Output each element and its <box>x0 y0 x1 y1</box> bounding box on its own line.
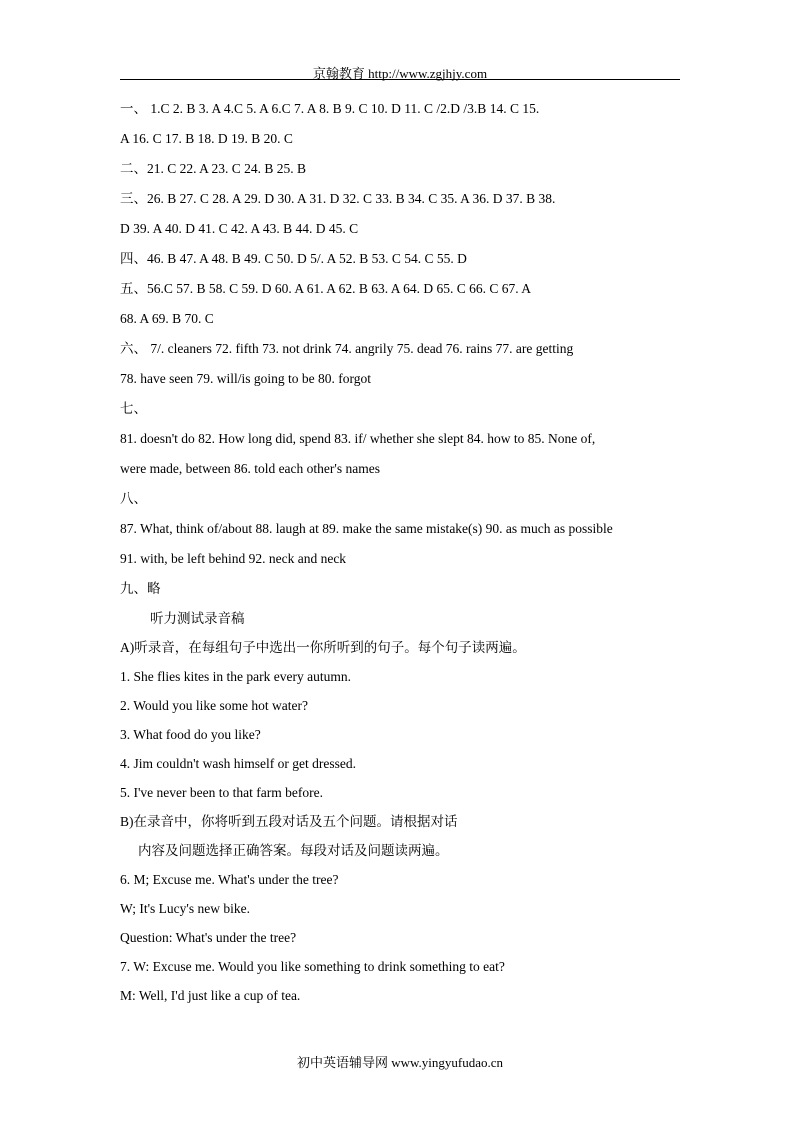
dialogue-line: M: Well, I'd just like a cup of tea. <box>120 988 301 1003</box>
script-title: 听力测试录音稿 <box>150 611 245 626</box>
header-rule <box>120 79 680 80</box>
answer-line: D 39. A 40. D 41. C 42. A 43. B 44. D 45. C <box>120 221 359 236</box>
page-footer: 初中英语辅导网 www.yingyufudao.cn <box>296 1055 504 1070</box>
part-a-instruction: A)听录音，在每组句子中选出一你所听到的句子。每个句子读两遍。 <box>120 640 526 655</box>
script-sentence: 5. I've never been to that farm before. <box>120 785 323 800</box>
answer-line: 91. with, be left behind 92. neck and neck <box>120 551 347 566</box>
answer-line: 五、56.C 57. B 58. C 59. D 60. A 61. A 62. B 63. A 64. D 65. C 66. C 67. A <box>120 281 532 296</box>
script-sentence: 4. Jim couldn't wash himself or get dressed. <box>120 756 357 771</box>
answer-line: 81. doesn't do 82. How long did, spend 83. if/ whether she slept 84. how to 85. None of, <box>120 431 596 446</box>
answer-line: 二、21. C 22. A 23. C 24. B 25. B <box>120 161 307 176</box>
page-header: 京翰教育 http://www.zgjhjy.com <box>312 66 488 81</box>
dialogue-line: W; It's Lucy's new bike. <box>120 901 250 916</box>
page-body <box>120 97 680 1013</box>
script-sentence: 1. She flies kites in the park every autumn. <box>120 669 351 684</box>
part-b-instruction: B)在录音中，你将听到五段对话及五个问题。请根据对话 <box>120 814 458 829</box>
dialogue-line: Question: What's under the tree? <box>120 930 297 945</box>
answer-line: A 16. C 17. B 18. D 19. B 20. C <box>120 131 293 146</box>
part-b-instruction-cont: 内容及问题选择正确答案。每段对话及问题读两遍。 <box>138 843 449 858</box>
dialogue-line: 7. W: Excuse me. Would you like something to drink something to eat? <box>120 959 505 974</box>
dialogue-line: 6. M; Excuse me. What's under the tree? <box>120 872 339 887</box>
script-sentence: 2. Would you like some hot water? <box>120 698 309 713</box>
section-heading: 八、 <box>120 491 147 506</box>
script-sentence: 3. What food do you like? <box>120 727 261 742</box>
answer-line: 68. A 69. B 70. C <box>120 311 214 326</box>
answer-line: were made, between 86. told each other's names <box>120 461 380 476</box>
section-heading: 九、略 <box>120 581 161 596</box>
answer-line: 四、46. B 47. A 48. B 49. C 50. D 5/. A 52. B 53. C 54. C 55. D <box>120 251 467 266</box>
section-heading: 七、 <box>120 401 147 416</box>
answer-line: 一、 1.C 2. B 3. A 4.C 5. A 6.C 7. A 8. B 9. C 10. D 11. C /2.D /3.B 14. C 15. <box>120 101 540 116</box>
answer-line: 六、 7/. cleaners 72. fifth 73. not drink 74. angrily 75. dead 76. rains 77. are getting <box>120 341 574 356</box>
answer-line: 三、26. B 27. C 28. A 29. D 30. A 31. D 32. C 33. B 34. C 35. A 36. D 37. B 38. <box>120 191 556 206</box>
answer-line: 87. What, think of/about 88. laugh at 89. make the same mistake(s) 90. as much as possible <box>120 521 613 536</box>
answer-line: 78. have seen 79. will/is going to be 80. forgot <box>120 371 371 386</box>
